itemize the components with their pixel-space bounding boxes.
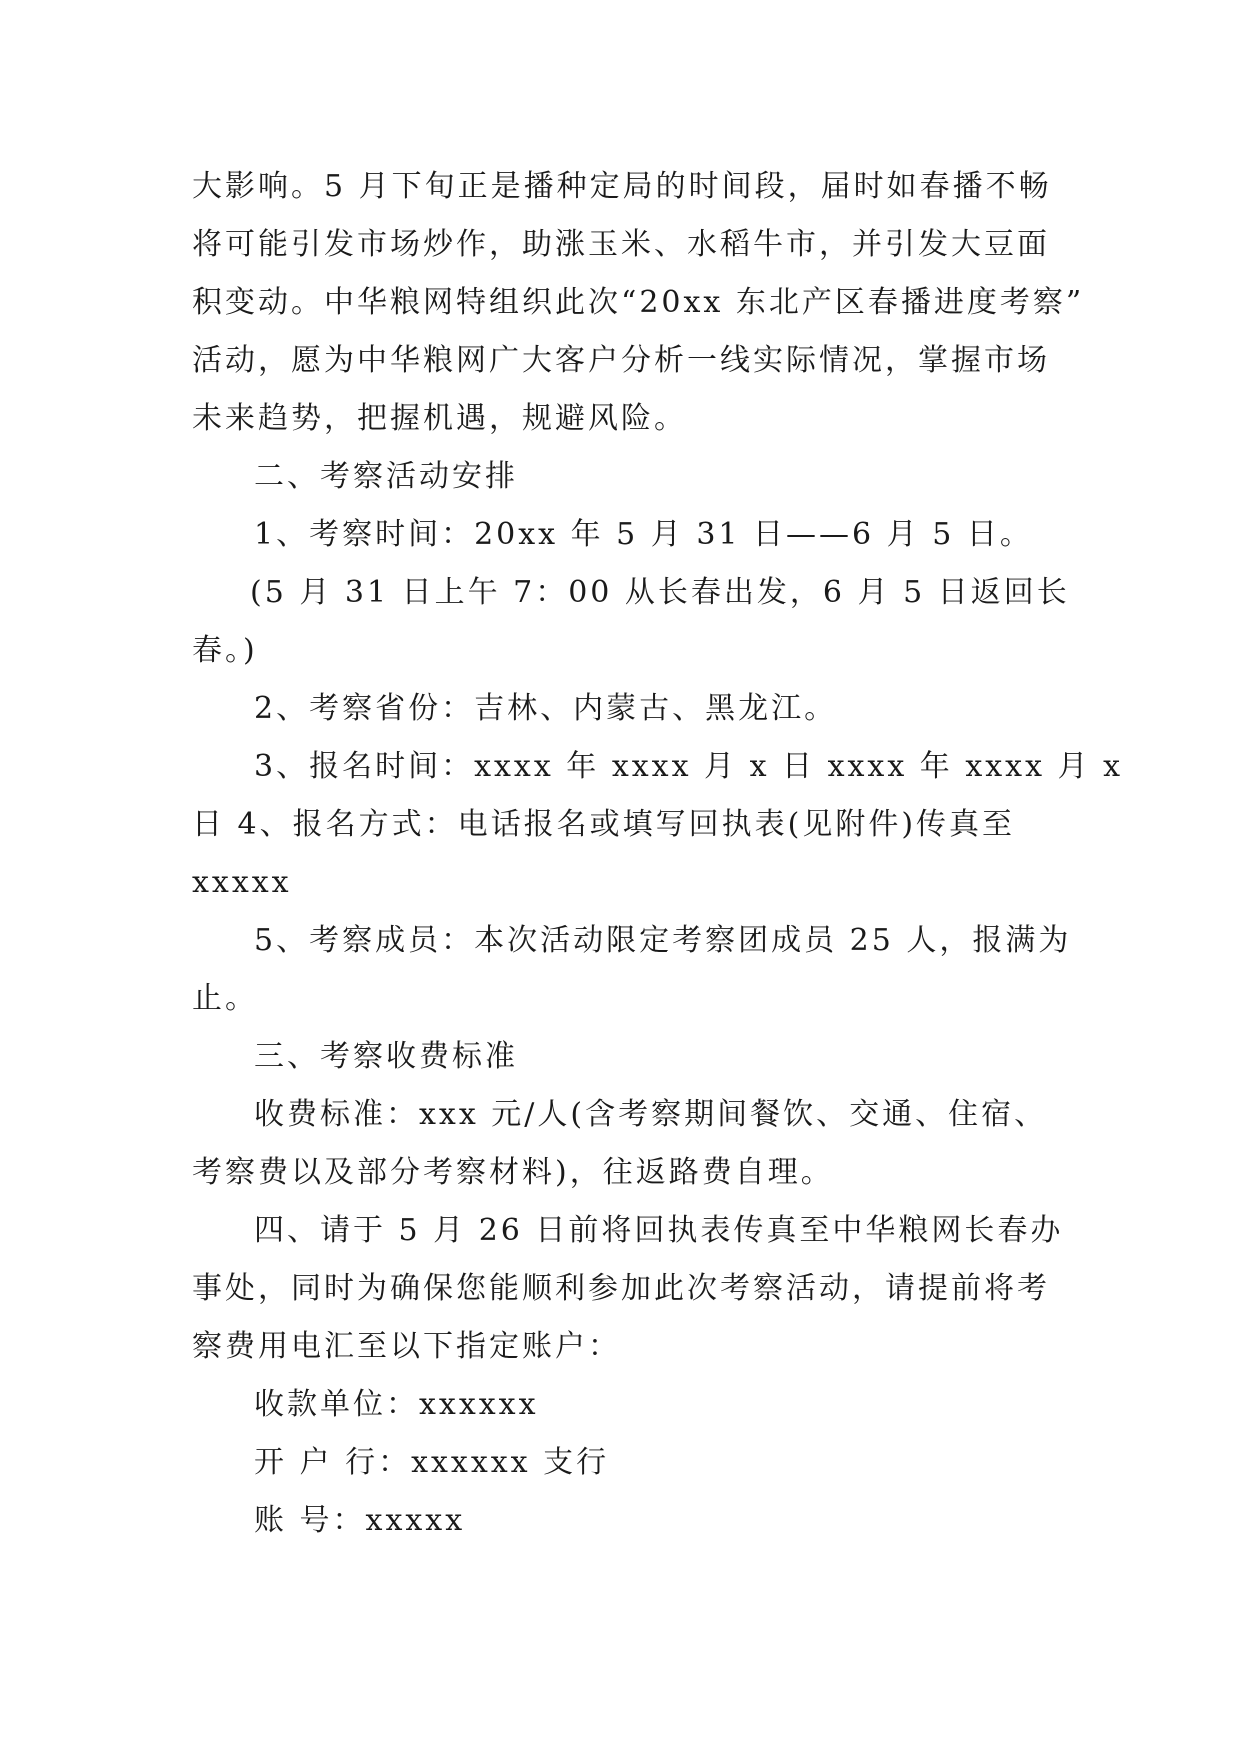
text-line: 收款单位：xxxxxx	[254, 1387, 539, 1422]
text-line: 三、考察收费标准	[254, 1039, 518, 1074]
text-line: 积变动。中华粮网特组织此次“20xx 东北产区春播进度考察”	[192, 285, 1085, 320]
text-line: 5、考察成员：本次活动限定考察团成员 25 人，报满为	[254, 923, 1072, 958]
text-line: 收费标准：xxx 元/人(含考察期间餐饮、交通、住宿、	[254, 1097, 1048, 1132]
text-line: 活动，愿为中华粮网广大客户分析一线实际情况，掌握市场	[192, 343, 1050, 378]
text-line: 察费用电汇至以下指定账户：	[192, 1329, 621, 1364]
text-line: 止。	[192, 981, 258, 1016]
text-line: xxxxx	[192, 865, 292, 900]
text-line: 将可能引发市场炒作，助涨玉米、水稻牛市，并引发大豆面	[192, 227, 1050, 262]
text-line: 四、请于 5 月 26 日前将回执表传真至中华粮网长春办	[254, 1213, 1064, 1248]
text-line: 未来趋势，把握机遇，规避风险。	[192, 401, 687, 436]
text-line: 3、报名时间：xxxx 年 xxxx 月 x 日 xxxx 年 xxxx 月 x	[254, 749, 1123, 784]
text-line: 事处，同时为确保您能顺利参加此次考察活动，请提前将考	[192, 1271, 1050, 1306]
text-line: 春。)	[192, 633, 258, 668]
text-line: 二、考察活动安排	[254, 459, 518, 494]
text-line: 考察费以及部分考察材料)，往返路费自理。	[192, 1155, 834, 1190]
text-line: 大影响。5 月下旬正是播种定局的时间段，届时如春播不畅	[192, 169, 1052, 204]
text-line: 开 户 行：xxxxxx 支行	[254, 1445, 610, 1480]
document-body	[192, 158, 1123, 1550]
text-line: 1、考察时间：20xx 年 5 月 31 日——6 月 5 日。	[254, 517, 1033, 552]
text-line: 日 4、报名方式：电话报名或填写回执表(见附件)传真至	[192, 807, 1016, 842]
text-line: 2、考察省份：吉林、内蒙古、黑龙江。	[254, 691, 838, 726]
text-line: (5 月 31 日上午 7：00 从长春出发，6 月 5 日返回长	[250, 575, 1070, 610]
text-line: 账 号：xxxxx	[254, 1503, 466, 1538]
